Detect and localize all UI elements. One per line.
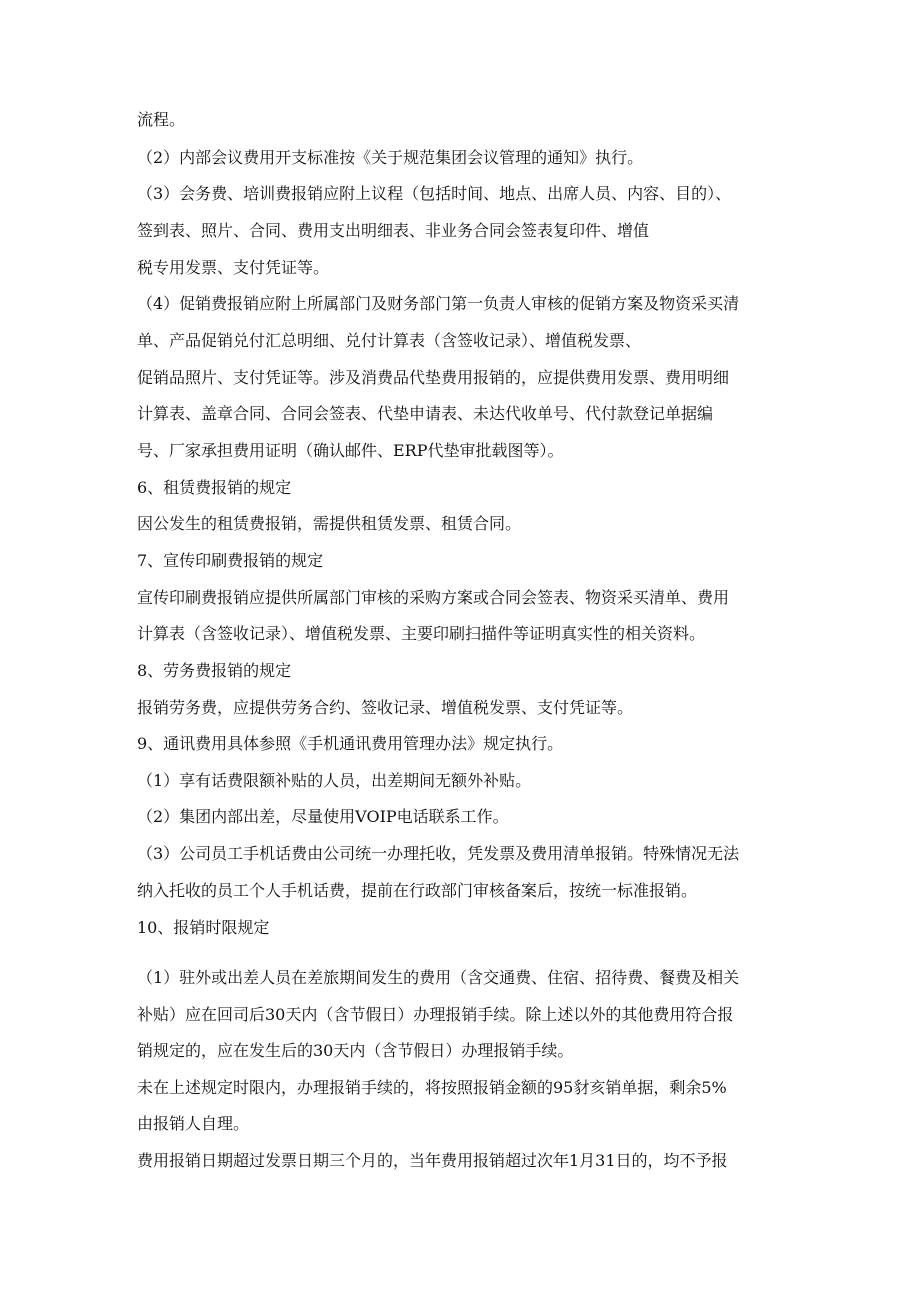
text-line: 报销劳务费，应提供劳务合约、签收记录、增值税发票、支付凭证等。 <box>137 698 634 717</box>
text-line: 号、厂家承担费用证明（确认邮件、ERP代垫审批载图等）。 <box>137 441 564 460</box>
text-line: 宣传印刷费报销应提供所属部门审核的采购方案或合同会签表、物资采买清单、费用 <box>137 588 730 607</box>
text-line: 签到表、照片、合同、费用支出明细表、非业务合同会签表复印件、增值 <box>137 221 650 240</box>
text-line: 由报销人自理。 <box>137 1114 250 1133</box>
text-line: （1）驻外或出差人员在差旅期间发生的费用（含交通费、住宿、招待费、餐费及相关 <box>137 968 740 987</box>
text-line: 税专用发票、支付凭证等。 <box>137 258 330 277</box>
text-line: 单、产品促销兑付汇总明细、兑付计算表（含签收记录）、增值税发票、 <box>137 331 642 350</box>
section-heading: 9、通讯费用具体参照《手机通讯费用管理办法》规定执行。 <box>137 734 564 753</box>
section-heading: 6、租赁费报销的规定 <box>137 478 292 497</box>
section-heading: 10、报销时限规定 <box>137 918 270 937</box>
text-line: （3）会务费、培训费报销应附上议程（包括时间、地点、出席人员、内容、目的）、 <box>137 184 732 203</box>
text-line: 补贴）应在回司后30天内（含节假日）办理报销手续。除上述以外的其他费用符合报 <box>137 1005 734 1024</box>
text-line: 促销品照片、支付凭证等。涉及消费品代垫费用报销的，应提供费用发票、费用明细 <box>137 368 730 387</box>
text-line: 费用报销日期超过发票日期三个月的，当年费用报销超过次年1月31日的，均不予报 <box>137 1151 728 1170</box>
text-line: 未在上述规定时限内，办理报销手续的，将按照报销金额的95豺亥销单据，剩余5% <box>137 1078 727 1097</box>
text-line: （1）享有话费限额补贴的人员，出差期间无额外补贴。 <box>137 771 532 790</box>
text-line: 计算表（含签收记录）、增值税发票、主要印刷扫描件等证明真实性的相关资料。 <box>137 624 706 643</box>
text-line: 因公发生的租赁费报销，需提供租赁发票、租赁合同。 <box>137 514 522 533</box>
section-heading: 7、宣传印刷费报销的规定 <box>137 551 324 570</box>
text-line: 流程。 <box>137 110 186 129</box>
text-line: （2）内部会议费用开支标准按《关于规范集团会议管理的通知》执行。 <box>137 148 644 167</box>
text-line: （3）公司员工手机话费由公司统一办理托收，凭发票及费用清单报销。特殊情况无法 <box>137 844 740 863</box>
text-line: 纳入托收的员工个人手机话费，提前在行政部门审核备案后，按统一标准报销。 <box>137 881 698 900</box>
section-heading: 8、劳务费报销的规定 <box>137 661 292 680</box>
text-line: （2）集团内部出差，尽量使用VOIP电话联系工作。 <box>137 807 509 826</box>
text-line: （4）促销费报销应附上所属部门及财务部门第一负责人审核的促销方案及物资采买清 <box>137 294 740 313</box>
text-line: 销规定的，应在发生后的30天内（含节假日）办理报销手续。 <box>137 1041 574 1060</box>
text-line: 计算表、盖章合同、合同会签表、代垫申请表、未达代收单号、代付款登记单据编 <box>137 404 714 423</box>
